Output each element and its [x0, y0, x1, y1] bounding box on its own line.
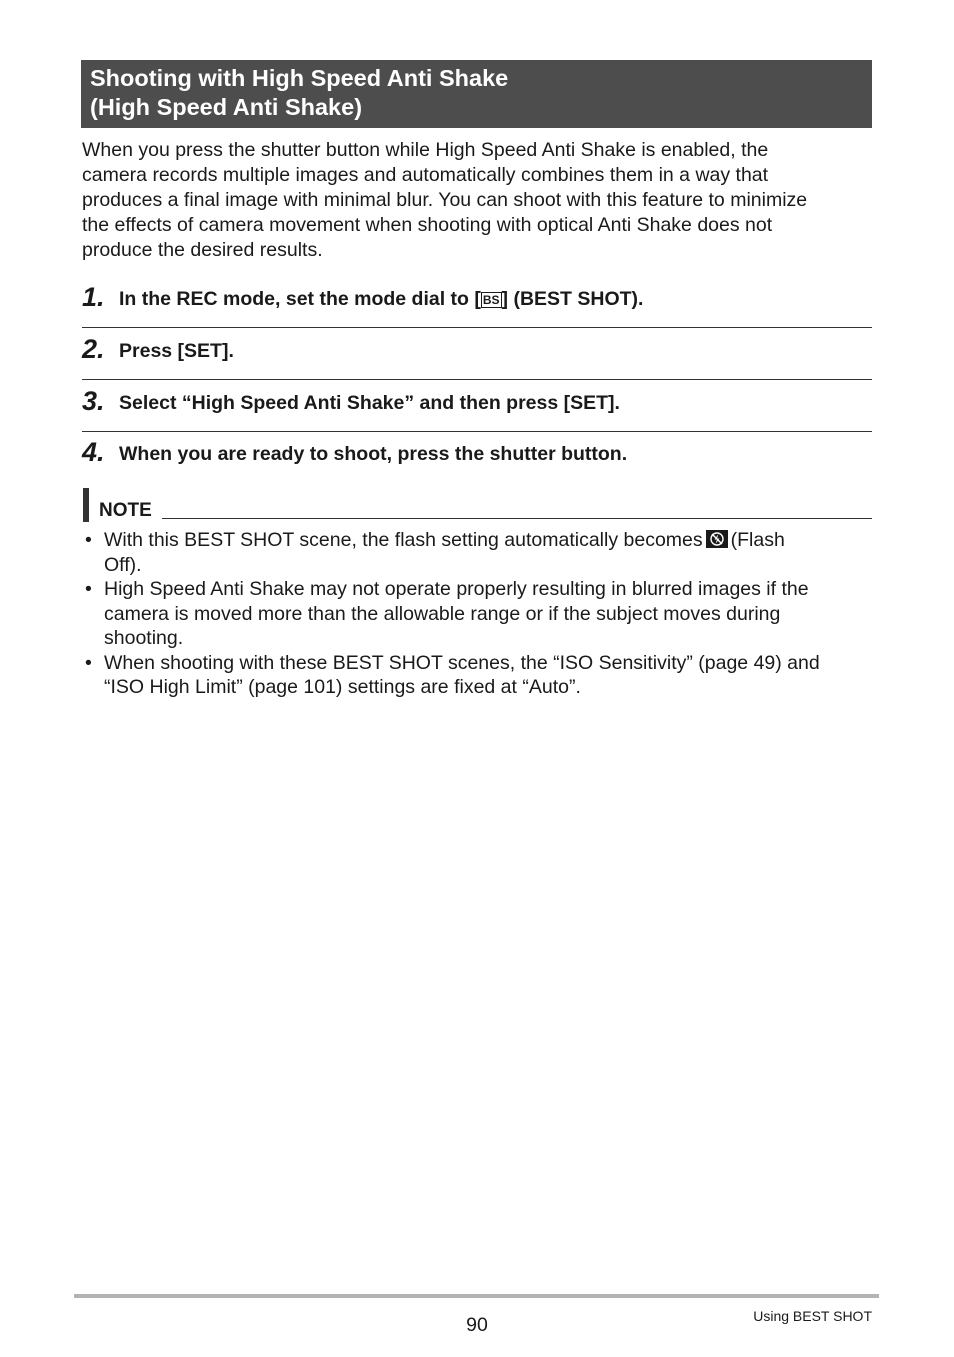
note-text: With this BEST SHOT scene, the flash setting automatically becomes: [104, 529, 703, 551]
best-shot-icon: BS: [482, 293, 500, 307]
step-divider: [82, 431, 872, 432]
note-line: When shooting with these BEST SHOT scenes, the “ISO Sensitivity” (page 49) and: [104, 651, 820, 674]
section-title-line2: (High Speed Anti Shake): [90, 94, 363, 120]
step-text-after: ] (BEST SHOT).: [501, 288, 644, 310]
intro-line: the effects of camera movement when shooting with optical Anti Shake does not: [82, 214, 773, 236]
step-3: [82, 386, 872, 426]
step-number: 3.: [82, 386, 105, 416]
intro-line: produces a final image with minimal blur. You can shoot with this feature to minimize: [82, 189, 808, 211]
intro-line: produce the desired results.: [82, 239, 323, 261]
step-2: [82, 334, 872, 374]
note-line: [104, 528, 872, 553]
step-number: 4.: [82, 437, 105, 467]
note-item: [82, 577, 872, 651]
note-line: High Speed Anti Shake may not operate properly resulting in blurred images if the: [104, 578, 809, 600]
note-label: NOTE: [99, 500, 152, 521]
section-header: [81, 60, 872, 128]
step-divider: [82, 327, 872, 328]
intro-line: camera records multiple images and automatically combines them in a way that: [82, 164, 769, 186]
footer-rule: [74, 1294, 879, 1298]
note-list: [82, 528, 872, 700]
note-line: Off).: [104, 553, 142, 576]
bullet: •: [85, 529, 92, 551]
step-1: [82, 282, 872, 322]
step-text-before: In the REC mode, set the mode dial to [: [119, 288, 481, 310]
step-text: [119, 287, 643, 311]
step-number: 1.: [82, 282, 105, 312]
flash-off-icon: [706, 530, 728, 548]
note-item: [82, 651, 872, 700]
note-text: (Flash: [730, 529, 785, 551]
page-number: 90: [466, 1314, 488, 1336]
intro-line: When you press the shutter button while High Speed Anti Shake is enabled, the: [82, 139, 769, 161]
intro-paragraph: [82, 138, 872, 263]
section-title-line1: Shooting with High Speed Anti Shake: [90, 65, 509, 91]
step-divider: [82, 379, 872, 380]
step-number: 2.: [82, 334, 105, 364]
step-text: Press [SET].: [119, 340, 234, 362]
note-line: “ISO High Limit” (page 101) settings are fixed at “Auto”.: [104, 676, 581, 698]
note-line: shooting.: [104, 627, 184, 649]
note-item: [82, 528, 872, 577]
bullet: •: [85, 651, 92, 674]
bullet: •: [85, 578, 92, 600]
footer-section-name: Using BEST SHOT: [753, 1308, 872, 1324]
step-4: [82, 437, 872, 477]
note-line: camera is moved more than the allowable range or if the subject moves during: [104, 602, 781, 625]
step-text: Select “High Speed Anti Shake” and then press [SET].: [119, 392, 620, 414]
note-marker: [83, 488, 89, 522]
step-text: When you are ready to shoot, press the shutter button.: [119, 443, 628, 465]
note-rule: [162, 518, 872, 519]
